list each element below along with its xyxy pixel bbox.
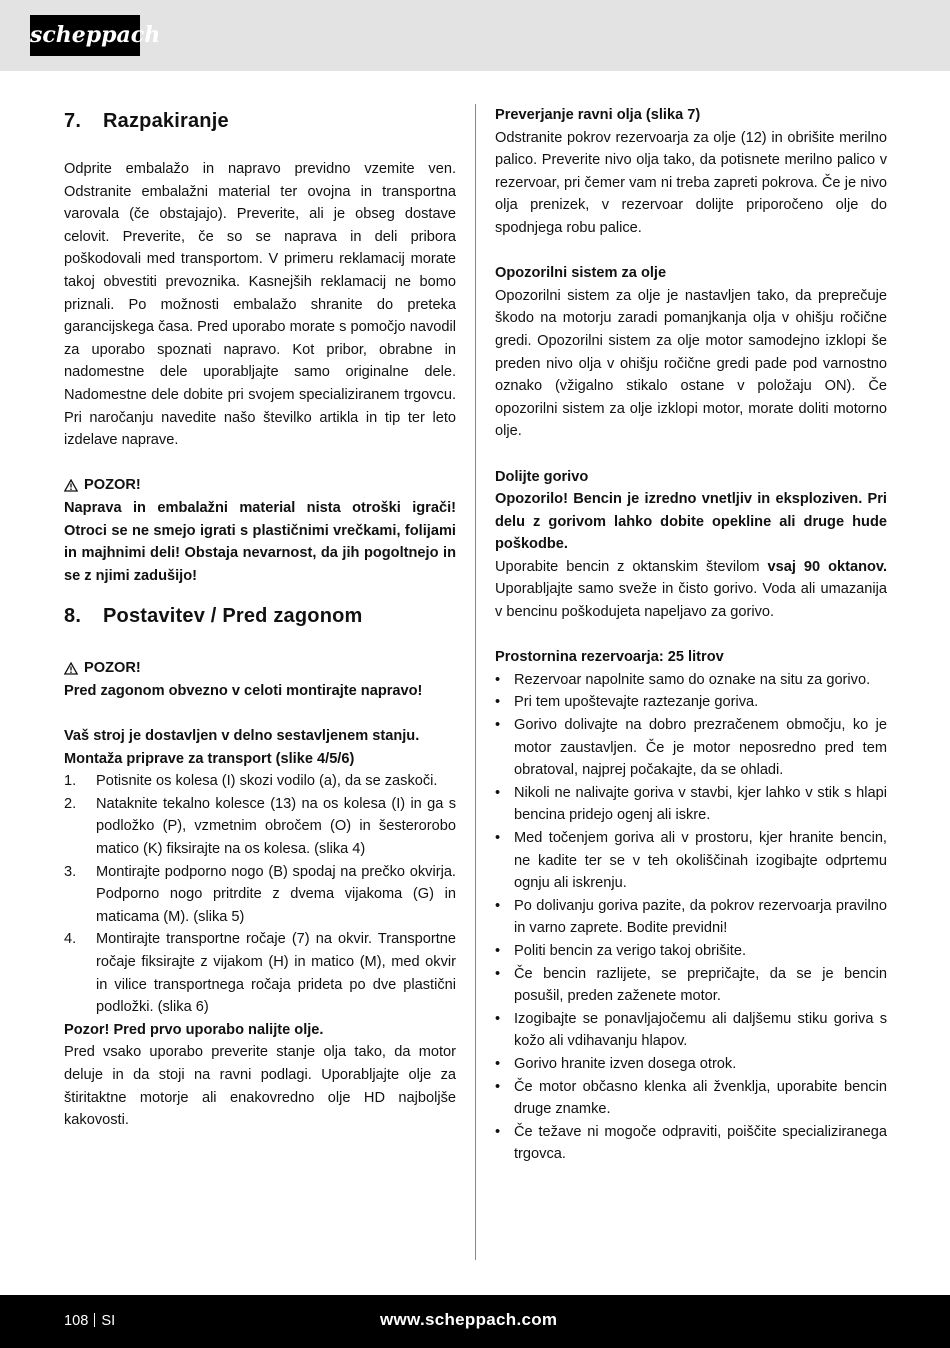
page-footer <box>0 1295 950 1348</box>
oil-level-paragraph: Odstranite pokrov rezervoarja za olje (12) in obrišite merilno palico. Preverite nivo olja tako, da potisnete merilno palico v rezervoar, pri čemer vam ni treba zapreti pokrova. Če je nivo olja prenizek, v rezervoar dolijte priporočeno olje do spodnjega robu palice. <box>495 129 887 236</box>
tank-capacity-heading: Prostornina rezervoarja: 25 litrov <box>495 649 724 666</box>
fuel-safety-list <box>495 669 887 1166</box>
assembly-steps <box>64 770 456 1019</box>
page-number: 108 SI <box>64 1313 116 1329</box>
fuel-heading: Dolijte gorivo <box>495 468 589 485</box>
list-item: • Gorivo dolivajte na dobro prezračenem območju, ko je motor zaustavljen. Če je motor neposredno pred tem obratoval, najprej počakajte, da se ohladi. <box>495 717 887 779</box>
step-item: 2. Nataknite tekalno kolesce (13) na os kolesa (I) in ga s podložko (P), vzmetnim obročem (O) in šesterorobo matico (K) fiksirajte na os kolesa. (slika 4) <box>64 795 456 858</box>
oil-level-heading: Preverjanje ravni olja (slika 7) <box>495 107 701 123</box>
assembly-warning-text: Pred zagonom obvezno v celoti montirajte napravo! <box>64 682 423 699</box>
section-number: 7. <box>64 110 82 132</box>
warning-triangle-icon <box>64 662 78 675</box>
children-warning-text: Naprava in embalažni material nista otroški igrači! Otroci se ne smejo igrati s plastičnimi vrečkami, folijami in majhnimi deli! Obstaja nevarnost, da jih pogoltnejo in se z njimi zadušijo! <box>64 499 456 584</box>
separator <box>94 1313 95 1327</box>
list-item: • Gorivo hranite izven dosega otrok. <box>495 1055 737 1072</box>
warning-label: POZOR! <box>64 474 456 497</box>
fuel-paragraph: Uporabite bencin z oktanskim številom vsaj 90 oktanov. Uporabljajte samo sveže in čisto gorivo. Voda ali umazanija v bencinu poškodujeta napeljavo za gorivo. <box>495 558 888 621</box>
scheppach-logo: scheppach <box>30 15 140 56</box>
oil-paragraph: Pred vsako uporabo preverite stanje olja tako, da motor deluje in da stoji na ravni podlagi. Uporabljajte olje za štiritaktne motorje ali enakovredno olje HD najboljše kakovosti. <box>64 1044 456 1129</box>
delivery-note: Vaš stroj je dostavljen v delno sestavljenem stanju. <box>64 728 420 745</box>
list-item: • Če motor občasno klenka ali žvenklja, uporabite bencin druge znamke. <box>495 1078 887 1118</box>
step-item: 3. Montirajte podporno nogo (B) spodaj na prečko okvirja. Podporno nogo pritrdite z dvema vijakoma (G) in maticama (M). (slika 5) <box>64 863 456 925</box>
warning-label: POZOR! <box>64 657 456 680</box>
step-item: 1. Potisnite os kolesa (I) skozi vodilo (a), da se zaskoči. <box>64 773 438 790</box>
list-item: • Nikoli ne nalivajte goriva v stavbi, kjer lahko v stik s hlapi bencina pridejo ogenj ali iskre. <box>495 784 887 824</box>
website-link[interactable]: www.scheppach.com <box>380 1310 558 1329</box>
list-item: • Če težave ni mogoče odpraviti, poiščite specializiranega trgovca. <box>495 1123 887 1163</box>
page-header <box>0 0 950 71</box>
list-item: • Rezervoar napolnite samo do oznake na situ za gorivo. <box>495 671 871 688</box>
step-item: 4. Montirajte transportne ročaje (7) na okvir. Transportne ročaje fiksirajte z vijakom (H) in matico (M), med okvir in vilice transportnega ročaja prideta po dve plastični podložki. (slika 6) <box>64 931 456 1016</box>
list-item: • Po dolivanju goriva pazite, da pokrov rezervoarja pravilno in varno zaprete. Bodite previdni! <box>495 897 887 937</box>
section-title: Razpakiranje <box>103 110 229 132</box>
fuel-warning: Opozorilo! Bencin je izredno vnetljiv in eksploziven. Pri delu z gorivom lahko dobite opekline ali druge hude poškodbe. <box>495 491 887 553</box>
list-item: • Politi bencin za verigo takoj obrišite. <box>495 942 746 959</box>
right-column <box>495 104 887 1166</box>
list-item: • Če bencin razlijete, se prepričajte, da se je bencin posušil, preden zaženete motor. <box>495 965 887 1005</box>
oil-alarm-heading: Opozorilni sistem za olje <box>495 265 667 282</box>
left-column <box>64 104 456 1132</box>
oil-warning: Pozor! Pred prvo uporabo nalijte olje. <box>64 1021 324 1038</box>
oil-alarm-paragraph: Opozorilni sistem za olje je nastavljen tako, da preprečuje škodo na motorju zaradi pomanjkanja olja v ohišju ročične gredi. Opozorilni sistem za olje motor samodejno izklopi še preden nivo olja v ohišju ročične gredi pade pod varnostno oznako (vžigalno stikalo ostane v položaju ON). Če opozorilni sistem za olje izklopi motor, morate doliti motorno olje. <box>495 287 887 440</box>
section-number: 8. <box>64 605 82 628</box>
transport-heading: Montaža priprave za transport (slike 4/5/6) <box>64 750 355 767</box>
warning-triangle-icon <box>64 479 78 492</box>
section-7-heading <box>64 106 456 136</box>
section-title: Postavitev / Pred zagonom <box>103 605 363 628</box>
list-item: • Med točenjem goriva ali v prostoru, kjer hranite bencin, ne kadite ter se v teh okoliščinah izogibajte odprtemu ognju ali iskrenju. <box>495 830 887 892</box>
list-item: • Izogibajte se ponavljajočemu ali daljšemu stiku goriva s kožo ali vdihavanju hlapov. <box>495 1010 887 1050</box>
list-item: • Pri tem upoštevajte raztezanje goriva. <box>495 694 759 711</box>
section-8-heading <box>64 601 456 631</box>
unpacking-paragraph: Odprite embalažo in napravo previdno vzemite ven. Odstranite embalažni material ter ovojna in transportna varovala (če obstajajo). Preverite, ali je obseg dostave celovit. Preverite, če so se naprava in deli pribora poškodovali med transportom. V primeru reklamacij morate takoj obvestiti prevoznika. Kasnejših reklamacij ne bomo priznali. Po možnosti embalažo shranite do preteka garancijskega časa. Pred uporabo morate s pomočjo navodil za uporabo spoznati napravo. Kot pribor, obrabne in nadomestne dele uporabljajte samo originalne dele. Nadomestne dele dobite pri svojem specializiranem trgovcu. Pri naročanju navedite našo številko artikla in tip ter leto izdelave naprave. <box>64 161 456 449</box>
column-divider <box>475 104 476 1260</box>
